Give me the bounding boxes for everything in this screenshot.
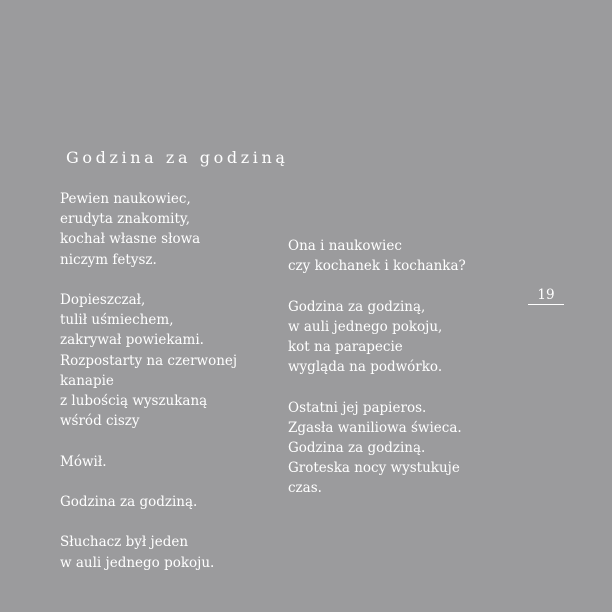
left-column — [60, 189, 260, 573]
stanza-break — [60, 431, 260, 451]
verse-line: w auli jednego pokoju, — [288, 318, 443, 335]
stanza — [60, 532, 260, 572]
verse-line: zakrywał powiekami. — [60, 332, 204, 349]
verse-line: czy kochanek i kochanka? — [288, 258, 466, 275]
verse-line: erudyta znakomity, — [60, 211, 191, 228]
verse-line: Ona i naukowiec — [288, 238, 402, 254]
verse-line: Rozpostarty na czerwonej — [60, 352, 238, 369]
stanza-break — [60, 472, 260, 492]
verse-line: w auli jednego pokoju. — [60, 554, 215, 571]
stanza-break — [288, 276, 508, 296]
verse-line: z lubością wyszukaną — [60, 393, 208, 410]
verse-line: czas. — [288, 480, 322, 497]
stanza-break — [288, 377, 508, 397]
page-number: 19 — [528, 287, 564, 305]
verse-line: Godzina za godziną, — [288, 298, 426, 315]
stanza — [288, 297, 508, 378]
verse-line: wygląda na podwórko. — [288, 359, 443, 376]
stanza — [60, 452, 260, 472]
stanza-break — [60, 512, 260, 532]
verse-line: tulił uśmiechem, — [60, 312, 174, 329]
stanza — [60, 290, 260, 431]
poem-title: Godzina za godziną — [66, 148, 289, 167]
stanza — [288, 398, 508, 499]
verse-line: Groteska nocy wystukuje — [288, 460, 460, 477]
right-column — [288, 236, 508, 499]
verse-line: Godzina za godziną. — [288, 440, 426, 456]
verse-line: Słuchacz był jeden — [60, 534, 189, 551]
verse-line: Ostatni jej papieros. — [288, 399, 427, 416]
stanza — [288, 236, 508, 276]
verse-line: niczym fetysz. — [60, 251, 157, 268]
verse-line: kot na parapecie — [288, 339, 403, 355]
verse-line: Pewien naukowiec, — [60, 191, 191, 207]
verse-line: kochał własne słowa — [60, 231, 201, 248]
stanza — [60, 189, 260, 270]
stanza — [60, 492, 260, 512]
stanza-break — [60, 270, 260, 290]
verse-line: Dopieszczał, — [60, 292, 146, 308]
verse-line: kanapie — [60, 372, 114, 389]
verse-line: Godzina za godziną. — [60, 494, 198, 510]
verse-line: Mówił. — [60, 453, 107, 470]
verse-line: Zgasła waniliowa świeca. — [288, 419, 462, 436]
verse-line: wśród ciszy — [60, 413, 140, 430]
